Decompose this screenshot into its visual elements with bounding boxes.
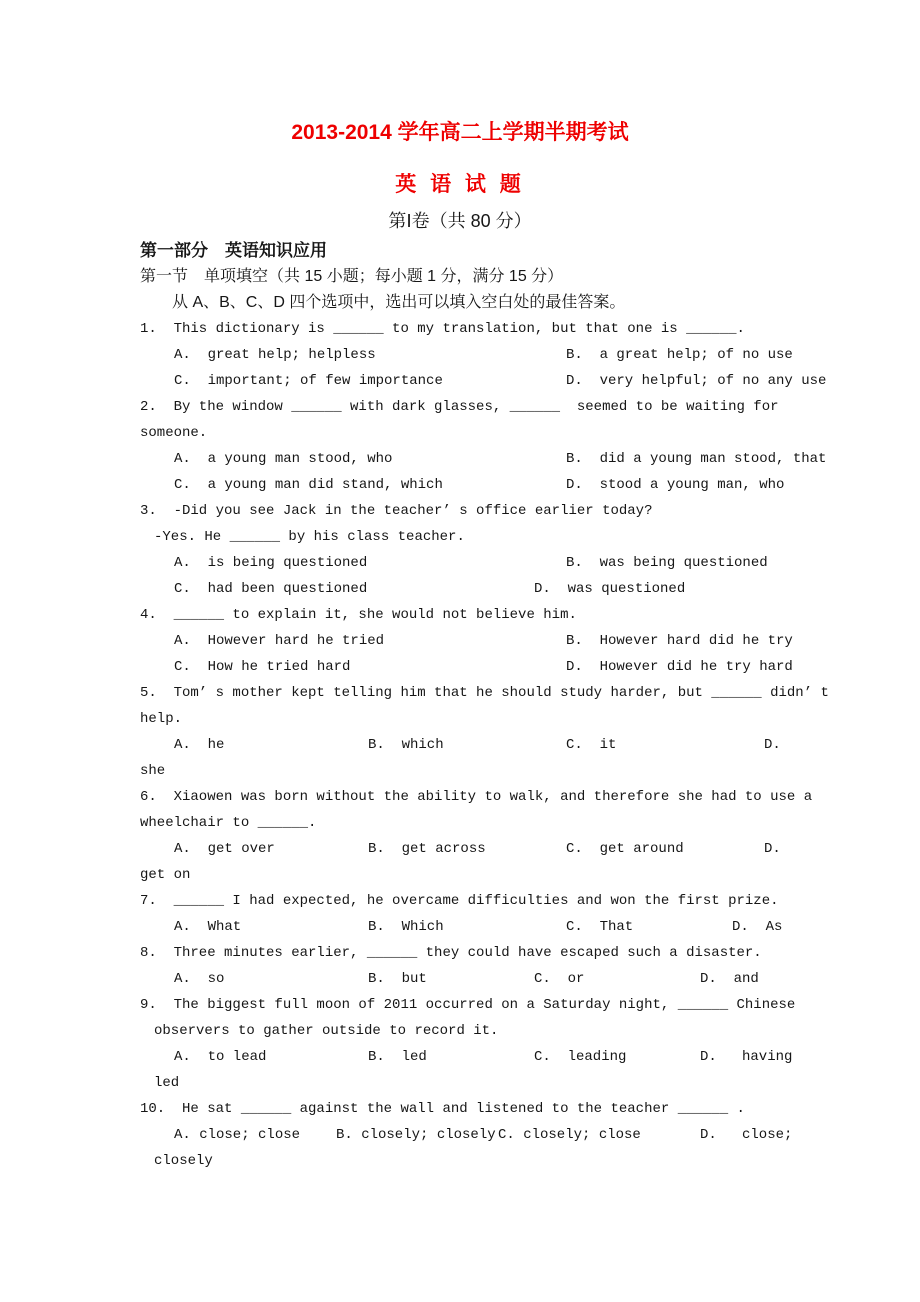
- question-3: [0, 498, 920, 602]
- option-c: C. or: [534, 971, 585, 987]
- subject-title: 英 语 试 题: [395, 173, 525, 196]
- options-row: [0, 446, 920, 472]
- option-a: A. close; close: [174, 1127, 301, 1143]
- option-text: she: [140, 763, 166, 779]
- options-row: [0, 914, 920, 940]
- options-row: [0, 1044, 920, 1070]
- options-row: [0, 732, 920, 758]
- instructions: 从 A、B、C、D 四个选项中，选出可以填入空白处的最佳答案。: [172, 294, 626, 311]
- option-c: C. important; of few importance: [174, 373, 443, 389]
- option-a: A. great help; helpless: [174, 347, 376, 363]
- stem-text: 3. -Did you see Jack in the teacher’ s office earlier today?: [140, 503, 653, 519]
- question-7: [0, 888, 920, 940]
- option-d-continuation: [0, 1148, 920, 1174]
- option-a: A. he: [174, 737, 225, 753]
- stem-continuation: [0, 1018, 920, 1044]
- question-stem: [0, 1096, 920, 1122]
- question-1: [0, 316, 920, 394]
- options-row: [0, 654, 920, 680]
- question-6: [0, 784, 920, 888]
- options-row: [0, 472, 920, 498]
- options-row: [0, 966, 920, 992]
- question-stem: [0, 784, 920, 810]
- option-d: D. close;: [700, 1127, 793, 1143]
- question-stem: [0, 992, 920, 1018]
- option-b: B. get across: [368, 841, 486, 857]
- questions-area: [0, 316, 920, 1174]
- option-c: C. How he tried hard: [174, 659, 351, 675]
- option-d: D. very helpful; of no any use: [566, 373, 827, 389]
- stem-text: 6. Xiaowen was born without the ability to walk, and therefore she had to use a: [140, 789, 813, 805]
- option-a: A. get over: [174, 841, 275, 857]
- option-d: D.: [764, 737, 781, 753]
- option-c: C. closely; close: [498, 1127, 641, 1143]
- option-b: B. However hard did he try: [566, 633, 793, 649]
- question-stem: [0, 888, 920, 914]
- section-heading: 第一节 单项填空（共 15 小题；每小题 1 分，满分 15 分）: [140, 268, 564, 285]
- options-row: [0, 836, 920, 862]
- option-text: led: [154, 1075, 180, 1091]
- option-d-continuation: [0, 862, 920, 888]
- option-c: C. That: [566, 919, 634, 935]
- question-2: [0, 394, 920, 498]
- question-8: [0, 940, 920, 992]
- stem-text: 1. This dictionary is ______ to my translation, but that one is ______.: [140, 321, 745, 337]
- options-row: [0, 628, 920, 654]
- stem-text: 7. ______ I had expected, he overcame difficulties and won the first prize.: [140, 893, 779, 909]
- option-a: A. What: [174, 919, 242, 935]
- question-stem: [0, 680, 920, 706]
- option-b: B. did a young man stood, that: [566, 451, 827, 467]
- stem-continuation: [0, 420, 920, 446]
- option-c: C. a young man did stand, which: [174, 477, 443, 493]
- stem-text: 5. Tom’ s mother kept telling him that he should study harder, but ______ didn’ t: [140, 685, 829, 701]
- top-margin: [0, 0, 920, 118]
- stem-continuation: [0, 810, 920, 836]
- option-b: B. closely; closely: [336, 1127, 496, 1143]
- question-4: [0, 602, 920, 680]
- option-text: closely: [154, 1153, 213, 1169]
- option-d-continuation: [0, 758, 920, 784]
- options-row: [0, 1122, 920, 1148]
- option-text: get on: [140, 867, 191, 883]
- question-5: [0, 680, 920, 784]
- option-b: B. which: [368, 737, 444, 753]
- question-stem: [0, 602, 920, 628]
- question-stem: [0, 394, 920, 420]
- option-b: B. led: [368, 1049, 427, 1065]
- options-row: [0, 550, 920, 576]
- stem-text: 10. He sat ______ against the wall and listened to the teacher ______ .: [140, 1101, 745, 1117]
- option-d: D. having: [700, 1049, 793, 1065]
- option-a: A. is being questioned: [174, 555, 368, 571]
- stem-text: help.: [140, 711, 183, 727]
- option-a: A. so: [174, 971, 225, 987]
- option-a: A. a young man stood, who: [174, 451, 393, 467]
- stem-text: 8. Three minutes earlier, ______ they could have escaped such a disaster.: [140, 945, 762, 961]
- stem-text: 2. By the window ______ with dark glasses, ______ seemed to be waiting for: [140, 399, 779, 415]
- option-d: D. stood a young man, who: [566, 477, 785, 493]
- exam-header: [0, 0, 920, 316]
- option-b: B. was being questioned: [566, 555, 768, 571]
- option-a: A. However hard he tried: [174, 633, 385, 649]
- stem-text: 4. ______ to explain it, she would not believe him.: [140, 607, 577, 623]
- options-row: [0, 576, 920, 602]
- question-10: [0, 1096, 920, 1174]
- options-row: [0, 368, 920, 394]
- option-d: D.: [764, 841, 781, 857]
- option-d: D. was questioned: [534, 581, 686, 597]
- option-c: C. leading: [534, 1049, 627, 1065]
- option-b: B. a great help; of no use: [566, 347, 793, 363]
- question-stem: [0, 498, 920, 524]
- part-heading: 第一部分 英语知识应用: [140, 241, 327, 260]
- volume-heading: 第Ⅰ卷（共 80 分）: [388, 211, 532, 231]
- option-d: D. However did he try hard: [566, 659, 793, 675]
- stem-text: wheelchair to ______.: [140, 815, 317, 831]
- option-b: B. but: [368, 971, 427, 987]
- stem-text: observers to gather outside to record it.: [154, 1023, 499, 1039]
- option-c: C. it: [566, 737, 617, 753]
- stem-text: 9. The biggest full moon of 2011 occurred on a Saturday night, ______ Chinese: [140, 997, 796, 1013]
- option-d: D. As: [732, 919, 783, 935]
- question-stem: [0, 940, 920, 966]
- stem-text: someone.: [140, 425, 208, 441]
- question-9: [0, 992, 920, 1096]
- option-c: C. had been questioned: [174, 581, 368, 597]
- stem-continuation: [0, 706, 920, 732]
- option-d-continuation: [0, 1070, 920, 1096]
- option-d: D. and: [700, 971, 759, 987]
- option-b: B. Which: [368, 919, 444, 935]
- options-row: [0, 342, 920, 368]
- question-stem: [0, 316, 920, 342]
- stem-continuation: [0, 524, 920, 550]
- stem-text: -Yes. He ______ by his class teacher.: [154, 529, 465, 545]
- exam-session-title: 2013-2014 学年高二上学期半期考试: [291, 121, 629, 144]
- option-a: A. to lead: [174, 1049, 267, 1065]
- option-c: C. get around: [566, 841, 684, 857]
